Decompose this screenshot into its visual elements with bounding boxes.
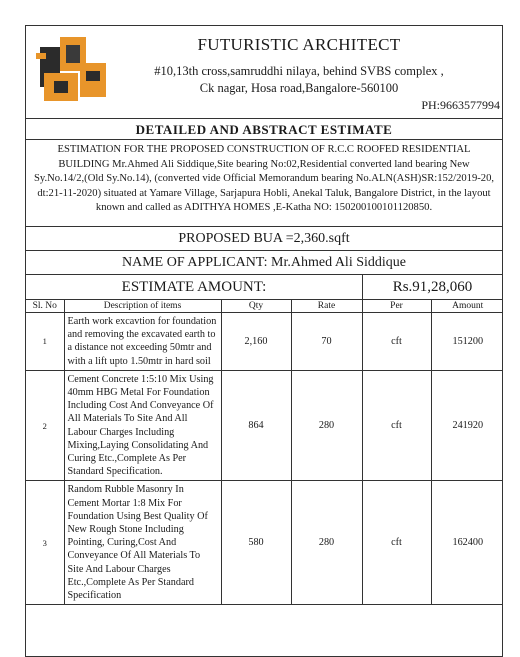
firm-name: FUTURISTIC ARCHITECT xyxy=(197,35,401,54)
firm-phone: PH:9663577994 xyxy=(421,98,500,112)
proposed-bua: PROPOSED BUA =2,360.sqft xyxy=(26,226,502,250)
row-qty: 580 xyxy=(221,481,291,605)
address-line-1: #10,13th cross,samruddhi nilaya, behind SVBS complex , xyxy=(154,64,444,78)
col-qty: Qty xyxy=(221,300,291,313)
table-row xyxy=(26,370,503,481)
col-sl-no: Sl. No xyxy=(26,300,64,313)
estimate-label: ESTIMATE AMOUNT: xyxy=(26,275,363,299)
col-amount: Amount xyxy=(431,300,503,313)
estimate-amount-row xyxy=(26,274,502,299)
table-header-row xyxy=(26,300,503,313)
address-line-2: Ck nagar, Hosa road,Bangalore-560100 xyxy=(199,81,399,95)
estimate-amount: Rs.91,28,060 xyxy=(392,279,473,295)
row-rate: 280 xyxy=(291,370,362,481)
row-sl-no: 1 xyxy=(26,313,64,371)
estimate-document xyxy=(25,25,503,657)
letterhead xyxy=(26,26,502,118)
row-per: cft xyxy=(362,313,431,371)
applicant-name: NAME OF APPLICANT: Mr.Ahmed Ali Siddique xyxy=(26,250,502,274)
project-description: ESTIMATION FOR THE PROPOSED CONSTRUCTION OF R.C.C ROOFED RESIDENTIAL BUILDING Mr.Ahmed Ali Siddique,Site bearing No:02,Residential converted land bearing New Sy.No.14/2,(Old Sy.No.14), (converted vide Official Memorandum bearing No.ALN(ASH)SR:152/2019-20, dt:21-11-2020) situated at Yamare Village, Sarjapura Hobli, Anekal Taluk, Bangalore District, in the layout known and called as ADITHYA HOMES ,E-Katha NO: 150200100101120850. xyxy=(26,139,502,226)
row-per: cft xyxy=(362,481,431,605)
firm-address xyxy=(96,63,502,97)
table-row xyxy=(26,481,503,605)
document-title: DETAILED AND ABSTRACT ESTIMATE xyxy=(26,118,502,139)
row-qty: 2,160 xyxy=(221,313,291,371)
row-amount: 151200 xyxy=(431,313,503,371)
col-description: Description of items xyxy=(64,300,221,313)
col-per: Per xyxy=(362,300,431,313)
row-per: cft xyxy=(362,370,431,481)
row-rate: 70 xyxy=(291,313,362,371)
table-row xyxy=(26,313,503,371)
estimate-table xyxy=(26,299,503,605)
row-amount: 241920 xyxy=(431,370,503,481)
row-description: Random Rubble Masonry In Cement Mortar 1:8 Mix For Foundation Using Best Quality Of New Rough Stone Including Pointing, Curing,Cost And Conveyance Of All Materials To Site And Labour Charges Etc.,Complete As Per Standard Specification xyxy=(64,481,221,605)
row-qty: 864 xyxy=(221,370,291,481)
row-rate: 280 xyxy=(291,481,362,605)
col-rate: Rate xyxy=(291,300,362,313)
row-description: Cement Concrete 1:5:10 Mix Using 40mm HBG Metal For Foundation Including Cost And Conveyance Of All Materials To Site And All Labour Charges Including Mixing,Laying Consolidating And Curing Etc.,Complete As Per Standard Specification. xyxy=(64,370,221,481)
row-description: Earth work excavtion for foundation and removing the excavated earth to a distance not exceeding 50mtr and with a lift upto 1.50mtr in hard soil xyxy=(64,313,221,371)
row-sl-no: 3 xyxy=(26,481,64,605)
row-sl-no: 2 xyxy=(26,370,64,481)
row-amount: 162400 xyxy=(431,481,503,605)
